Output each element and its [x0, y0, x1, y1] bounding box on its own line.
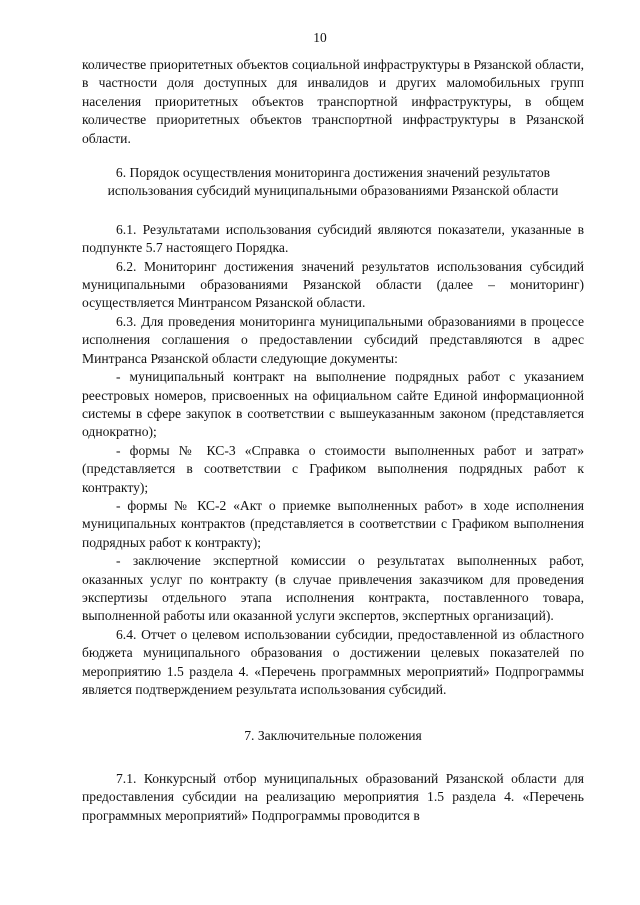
paragraph-7-1: 7.1. Конкурсный отбор муниципальных образований Рязанской области для предоставления субсидии на реализацию мероприятия 1.5 раздела 4. «Перечень программных мероприятий» Подпрограммы проводится в [82, 770, 584, 823]
paragraph-6-3: 6.3. Для проведения мониторинга муниципальными образованиями в процессе исполнения соглашения о предоставлении субсидий представляются в адрес Минтранса Рязанской области следующие документы: [82, 313, 584, 366]
page-content [82, 56, 584, 825]
paragraph-6-4: 6.4. Отчет о целевом использовании субсидии, предоставленной из областного бюджета муниципального образования о достижении целевых показателей по мероприятию 1.5 раздела 4. «Перечень программных мероприятий» Подпрограммы является подтверждением результата использования субсидий. [82, 626, 584, 697]
paragraph-6-1: 6.1. Результатами использования субсидий являются показатели, указанные в подпункте 5.7 настоящего Порядка. [82, 221, 584, 256]
page-number: 10 [313, 30, 327, 45]
list-item-contract: - муниципальный контракт на выполнение подрядных работ с указанием реестровых номеров, присвоенных на официальном сайте Единой информационной системы в сфере закупок в соответствии с вышеуказанным законом (представляется однократно); [82, 369, 584, 440]
list-item-ks2: - формы № КС-2 «Акт о приемке выполненных работ» в ходе исполнения муниципальных контрактов (представляется в соответствии с Графиком выполнения подрядных работ к контракту); [82, 497, 584, 550]
list-item-expert-conclusion: - заключение экспертной комиссии о результатах выполненных работ, оказанных услуг по контракту (в случае привлечения заказчиком для проведения экспертизы отдельного этапа исполнения контракта, поставленного товара, выполненной работы или оказанной услуги экспертов, экспертных организаций). [82, 553, 584, 624]
list-item-ks3: - формы № КС-3 «Справка о стоимости выполненных работ и затрат» (представляется в соответствии с Графиком выполнения подрядных работ к контракту); [82, 442, 584, 495]
paragraph-intro: количестве приоритетных объектов социальной инфраструктуры в Рязанской области, в частности доля доступных для инвалидов и других маломобильных групп населения приоритетных объектов транспортной инфраструктуры, в общем количестве приоритетных объектов транспортной инфраструктуры в Рязанской области. [82, 57, 584, 146]
paragraph-6-2: 6.2. Мониторинг достижения значений результатов использования субсидий муниципальными образованиями Рязанской области (далее – мониторинг) осуществляется Минтрансом Рязанской области. [82, 258, 584, 311]
section-7-title: 7. Заключительные положения [244, 728, 422, 744]
section-6-title: 6. Порядок осуществления мониторинга достижения значений результатов использования субсидий муниципальными образованиями Рязанской области [107, 165, 559, 199]
